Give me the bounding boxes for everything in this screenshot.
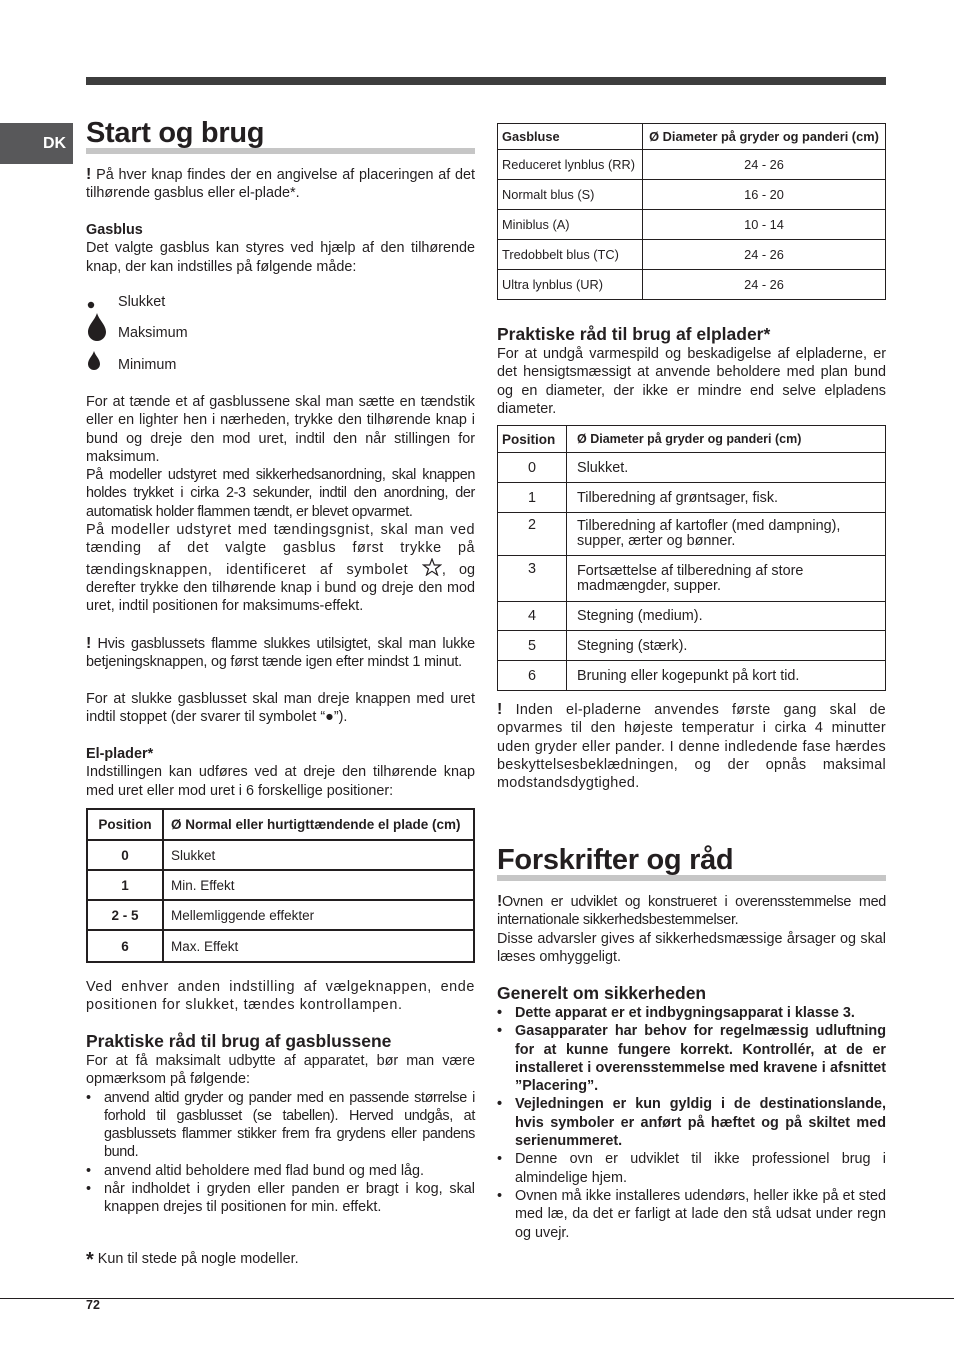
table-cell: Tredobbelt blus (TC) <box>498 240 643 270</box>
gas-tips-heading: Praktiske råd til brug af gasblussene <box>86 1031 392 1051</box>
table-cell: Fortsættelse af tilberedning af store madmængder, supper. <box>567 556 886 602</box>
footnote-star: * <box>86 1249 94 1271</box>
table-row <box>88 901 473 931</box>
table-row <box>498 661 886 691</box>
table-cell: Max. Effekt <box>171 938 239 954</box>
table-cell: 10 - 14 <box>643 210 886 240</box>
table-cell: 2 - 5 <box>88 901 164 931</box>
gasblus-heading: Gasblus <box>86 222 143 238</box>
safety-list-block <box>497 1004 886 1242</box>
el-first-use-warning <box>497 701 886 792</box>
table-cell: 1 <box>88 871 164 901</box>
elplader-text: Indstillingen kan udføres ved at dreje den tilhørende knap med uret eller mod uret i 6 forskellige positioner: <box>86 764 475 799</box>
spark-text-a: På modeller udstyret med tændingsgnist, skal man ved tænding af det valgte gasblus først trykke på tændingsknappen, identificeret af symbolet <box>86 522 475 578</box>
flame-warning <box>86 635 475 672</box>
spark-text-b: , og derefter trykke den tilhørende knap i bund og dreje den mod uret, indtil positionen for maksimums-effekt. <box>86 561 475 615</box>
flame-warning-text: Hvis gasblussets flamme slukkes utilsigtet, skal man lukke betjeningsknappen, og først tænde igen efter mindst 1 minut. <box>86 636 475 671</box>
list-item: • Vejledningen er kun gyldig i de destinationslande, hvis symboler er anført på hæftet og på skiltet med serienummeret. <box>497 1095 886 1150</box>
exclamation-mark: ! <box>86 166 92 183</box>
elplate-diameter-table <box>497 425 886 691</box>
table-header: Ø Normal eller hurtigttændende el plade (cm) <box>164 810 473 841</box>
table-cell: Mellemliggende effekter <box>164 901 473 931</box>
gasblus-text: Det valgte gasblus kan styres ved hjælp af den tilhørende knap, der kan indstilles på følgende måde: <box>86 240 475 275</box>
table-cell: 24 - 26 <box>643 240 886 270</box>
small-flame-icon <box>86 350 102 372</box>
exclamation-mark: ! <box>497 893 503 910</box>
switch-off-paragraph: For at slukke gasblusset skal man dreje knappen med uret indtil stoppet (der svarer til symbolet “●”). <box>86 691 475 726</box>
safety-list <box>497 1004 886 1242</box>
safety-intro-2: Disse advarsler gives af sikkerhedsmæssige årsager og skal læses omhyggeligt. <box>497 930 886 965</box>
table-cell: Min. Effekt <box>164 871 473 901</box>
table-cell: Slukket. <box>567 453 886 483</box>
section-title-forskrifter: Forskrifter og råd <box>497 845 886 881</box>
table-header-row <box>88 810 473 841</box>
table-row <box>498 513 886 556</box>
intro-text: På hver knap findes der en angivelse af placeringen af det tilhørende gasblus eller el-plade*. <box>86 167 475 202</box>
table-row <box>88 931 473 961</box>
table-cell: 16 - 20 <box>643 180 886 210</box>
table-cell: 2 <box>498 513 567 556</box>
table-header-row <box>498 124 886 150</box>
safety-intro-1 <box>497 893 886 930</box>
safety-intro-1-text: Ovnen er udviklet og konstrueret i overensstemmelse med internationale sikkerhedsbestemmelser. <box>497 894 886 929</box>
table-row <box>498 180 886 210</box>
table-row <box>498 483 886 513</box>
list-item: • anvend altid gryder og pander med en passende størrelse i forhold til gasblusset (se tabellen). Herved undgås, at gasblussets flammer stikker frem fra grydens eller pandens bund. <box>86 1089 475 1162</box>
gas-tips-block <box>86 1052 475 1217</box>
list-item: • Dette apparat er et indbygningsapparat i klasse 3. <box>497 1004 886 1022</box>
table-header-row <box>498 426 886 453</box>
gas-tips-intro: For at få maksimalt udbytte af apparatet, bør man være opmærksom på følgende: <box>86 1053 475 1088</box>
el-tips-heading: Praktiske råd til brug af elplader* <box>497 324 771 344</box>
table-cell: 0 <box>88 841 164 871</box>
section-title-start: Start og brug <box>86 118 475 154</box>
list-item: • Ovnen må ikke installeres udendørs, heller ikke på et sted med læ, da det er farligt at lade den stå udsat under regn og uvejr. <box>497 1187 886 1242</box>
list-item: • Denne ovn er udviklet til ikke professionel brug i almindelige hjem. <box>497 1150 886 1187</box>
safety-heading: Generelt om sikkerheden <box>497 983 707 1003</box>
list-item: • når indholdet i gryden eller panden er bragt i kog, skal knappen drejes til positionen for min. effekt. <box>86 1180 475 1217</box>
gasblus-block <box>86 221 475 276</box>
table-header: Gasbluse <box>498 124 643 150</box>
ignition-block <box>86 393 475 616</box>
control-lamp-paragraph: Ved enhver anden indstilling af vælgeknappen, ende positionen for slukket, tændes kontrollampen. <box>86 979 475 1014</box>
table-cell: Tilberedning af grøntsager, fisk. <box>567 483 886 513</box>
table-row <box>498 270 886 300</box>
ignition-paragraph: For at tænde et af gasblussene skal man sætte en tændstik eller en lighter hen i nærheden, trykke den tilhørende knap i bund og dreje den mod uret, indtil den når stillingen for maksimum. <box>86 394 475 465</box>
large-flame-icon <box>86 312 108 342</box>
table-cell: Tilberedning af kartofler (med dampning), supper, ærter og bønner. <box>567 513 886 556</box>
table-row <box>498 602 886 631</box>
symbol-label: Slukket <box>118 294 166 310</box>
table-cell: Slukket <box>164 841 473 871</box>
page-number: 72 <box>86 1298 100 1312</box>
table-row <box>88 841 473 871</box>
table-cell: 5 <box>498 631 567 661</box>
footer-rule <box>0 1298 954 1299</box>
table-row <box>498 150 886 180</box>
hotplate-position-table <box>86 808 475 963</box>
table-header: Ø Diameter på gryder og panderi (cm) <box>643 124 886 150</box>
table-header: Position <box>498 426 567 453</box>
language-tab: DK <box>0 123 73 164</box>
list-item: • Gasapparater har behov for regelmæssig udluftning for at kunne fungere korrekt. Kontrollér, at de er installeret i overensstemmelse med kravene i afsnittet ”Placering”. <box>497 1022 886 1095</box>
table-row <box>88 871 473 901</box>
elplader-block <box>86 745 475 800</box>
safety-device-paragraph: På modeller udstyret med sikkerhedsanordning, skal knappen holdes trykket i cirka 2-3 sekunder, indtil den anordning, der automatisk holder flammen tændt, er blevet opvarmet. <box>86 467 475 520</box>
symbol-list <box>86 292 475 382</box>
exclamation-mark: ! <box>497 701 503 718</box>
table-cell: 0 <box>498 453 567 483</box>
table-cell: 6 <box>498 661 567 691</box>
table-cell: 6 <box>88 931 164 961</box>
table-cell: Normalt blus (S) <box>498 180 643 210</box>
table-cell: Stegning (medium). <box>567 602 886 631</box>
table-row <box>498 210 886 240</box>
table-cell: Reduceret lynblus (RR) <box>498 150 643 180</box>
table-row <box>498 240 886 270</box>
symbol-label: Maksimum <box>118 325 188 341</box>
table-row <box>498 453 886 483</box>
table-cell: 1 <box>498 483 567 513</box>
footnote-text: Kun til stede på nogle modeller. <box>97 1251 299 1267</box>
table-cell: Ultra lynblus (UR) <box>498 270 643 300</box>
safety-intro <box>497 893 886 966</box>
gas-tips-list <box>86 1089 475 1217</box>
spark-star-icon <box>422 558 442 576</box>
symbol-label: Minimum <box>118 357 177 373</box>
table-cell: 24 - 26 <box>643 150 886 180</box>
table-row <box>498 631 886 661</box>
table-cell: 4 <box>498 602 567 631</box>
table-header: Position <box>88 810 164 841</box>
table-cell: Bruning eller kogepunkt på kort tid. <box>567 661 886 691</box>
footnote <box>86 1250 475 1269</box>
el-warning-text: Inden el-pladerne anvendes første gang skal de opvarmes til den højeste temperatur i cirka 4 minutter uden gryder eller pander. I denne indledende fase hærdes beskyttelsesbeklædningen, og der opnås maksimal modstandsdygtighed. <box>497 702 886 792</box>
top-rule <box>86 77 886 85</box>
spark-ignition-paragraph <box>86 521 475 615</box>
table-cell: Stegning (stærk). <box>567 631 886 661</box>
table-cell: 24 - 26 <box>643 270 886 300</box>
el-tips-text: For at undgå varmespild og beskadigelse af elpladerne, er det hensigtsmæssigt at anvende beholdere med plan bund og en diameter, der ikke er mindre end selve elpladens diameter. <box>497 346 886 417</box>
elplader-heading: El-plader* <box>86 746 154 762</box>
exclamation-mark: ! <box>86 635 92 652</box>
list-item: • anvend altid beholdere med flad bund og med låg. <box>86 1162 475 1180</box>
intro-paragraph <box>86 166 475 203</box>
dot-icon <box>86 296 98 310</box>
table-cell: 3 <box>498 556 567 602</box>
gas-burner-table <box>497 123 886 300</box>
table-header: Ø Diameter på gryder og panderi (cm) <box>567 426 886 453</box>
table-row <box>498 556 886 602</box>
table-cell: Miniblus (A) <box>498 210 643 240</box>
